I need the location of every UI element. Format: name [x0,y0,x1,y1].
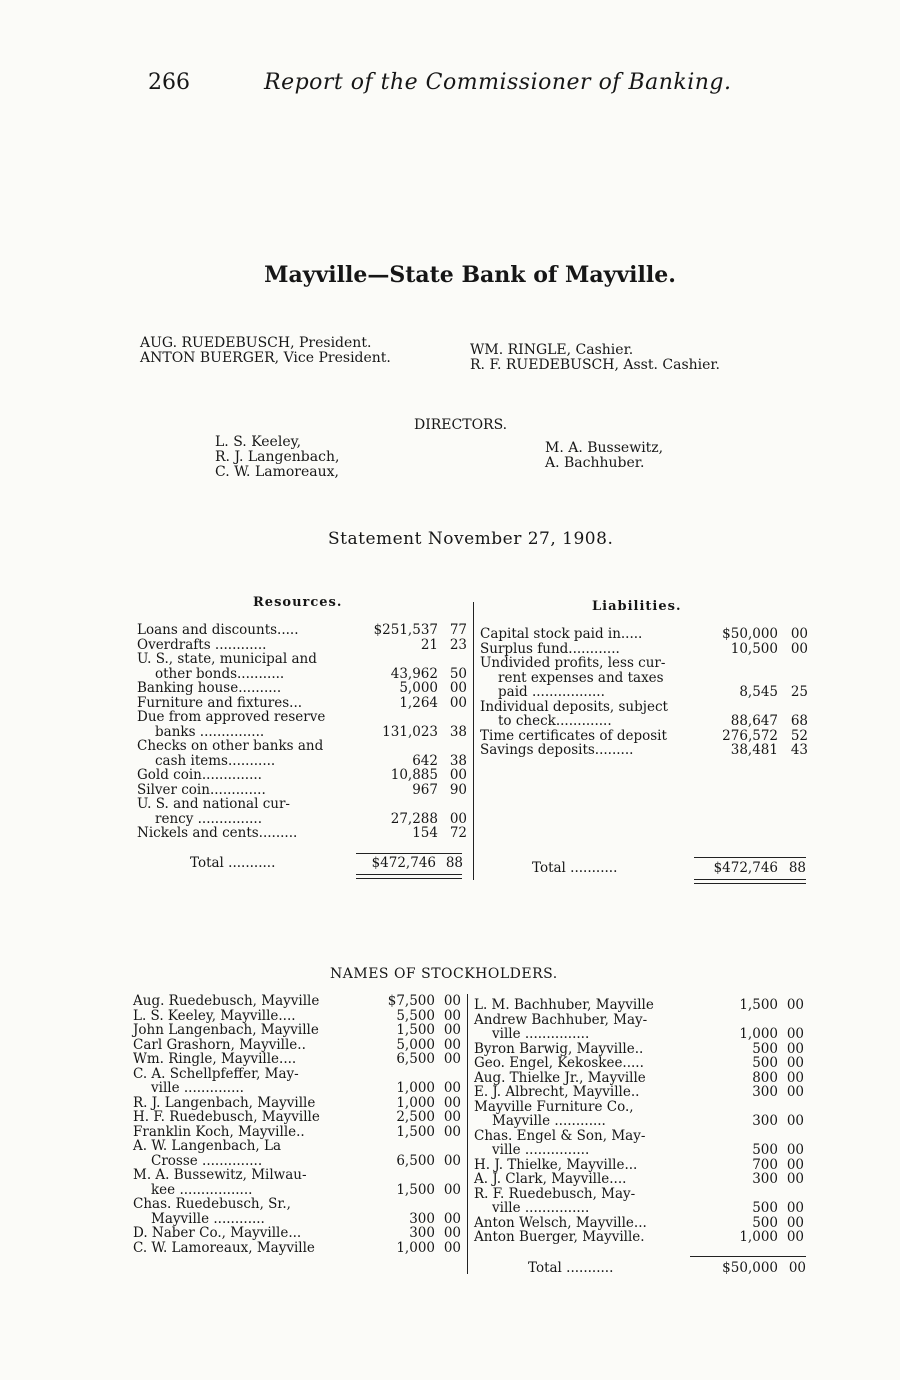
row-cents: 68 [790,713,808,729]
stockholders-total-dollars: $50,000 [722,1260,778,1276]
row-label: rent expenses and taxes [498,669,664,686]
row-label: Franklin Koch, Mayville.. [133,1123,305,1140]
liabilities-total-cents: 88 [788,860,806,876]
row-cents: 00 [786,1171,804,1187]
stockholders-right-table [474,998,806,1245]
row-label: H. F. Ruedebusch, Mayville [133,1109,320,1125]
row-dollars: 1,500 [396,1022,435,1038]
table-row [137,754,469,769]
row-dollars: 500 [752,1200,778,1216]
rule [694,883,806,884]
row-label: Silver coin............. [137,781,266,798]
row-dollars: 2,500 [396,1109,435,1125]
rule [356,878,462,879]
table-row [137,667,469,682]
row-dollars: 1,500 [739,997,778,1013]
row-dollars: 300 [409,1210,435,1227]
row-dollars: 300 [752,1084,778,1100]
liabilities-total-label: Total ........... [532,860,618,876]
row-cents: 00 [786,1113,804,1129]
row-cents: 00 [786,1040,804,1057]
director-item: C. W. Lamoreaux, [215,464,339,480]
officer-vice-president: ANTON BUERGER, Vice President. [140,350,391,366]
table-row [474,1201,806,1216]
row-cents: 72 [449,825,467,841]
rule [690,1256,806,1257]
row-cents: 52 [790,727,808,744]
row-cents: 00 [786,1229,804,1245]
row-cents: 00 [443,1152,461,1169]
row-cents: 00 [449,767,467,783]
table-row [474,1230,806,1245]
table-row [133,1212,463,1227]
row-cents: 00 [443,1210,461,1227]
bank-title: Mayville—State Bank of Mayville. [264,262,676,288]
table-row [133,1125,463,1140]
table-row [133,1052,463,1067]
row-label: L. M. Bachhuber, Mayville [474,997,654,1013]
stockholders-heading: NAMES OF STOCKHOLDERS. [330,966,558,982]
row-dollars: 5,000 [396,1036,435,1053]
row-cents: 00 [443,1123,461,1140]
resources-heading: Resources. [253,595,343,610]
table-row [133,1168,463,1183]
row-label: rency ............... [155,810,262,827]
row-dollars: 21 [420,636,438,653]
table-row [474,998,806,1013]
table-row [480,743,810,758]
officer-asst-cashier: R. F. RUEDEBUSCH, Asst. Cashier. [470,357,721,373]
table-row [480,685,810,700]
row-label: ville ............... [492,1026,590,1042]
table-row [137,623,469,638]
table-row [133,1241,463,1256]
table-row [474,1216,806,1231]
row-label: kee ................. [151,1181,253,1198]
row-label: ville .............. [151,1080,244,1096]
row-cents: 00 [443,1225,461,1241]
row-label: R. F. Ruedebusch, May- [474,1185,636,1202]
officer-president: AUG. RUEDEBUSCH, President. [140,335,372,351]
table-row [133,1009,463,1024]
table-row [133,1038,463,1053]
table-row [480,656,810,671]
running-title: Report of the Commissioner of Banking. [264,70,732,95]
row-label: C. A. Schellpfeffer, May- [133,1065,299,1082]
table-row [133,1226,463,1241]
row-dollars: 1,000 [739,1026,778,1042]
table-row [137,768,469,783]
row-dollars: 27,288 [390,810,438,827]
row-label: E. J. Albrecht, Mayville.. [474,1084,640,1100]
stockholders-total-label: Total ........... [528,1260,614,1276]
page-number: 266 [148,70,190,95]
row-dollars: 88,647 [730,713,778,729]
table-row [137,812,469,827]
statement-date: Statement November 27, 1908. [328,529,614,549]
row-dollars: 1,500 [396,1123,435,1140]
row-cents: 00 [790,626,808,642]
row-dollars: 1,000 [396,1239,435,1256]
row-cents: 38 [449,752,467,769]
row-label: ville ............... [492,1142,590,1158]
row-dollars: 5,500 [396,1007,435,1024]
row-dollars: 8,545 [739,684,778,700]
table-row [474,1013,806,1028]
row-label: M. A. Bussewitz, Milwau- [133,1167,307,1183]
row-dollars: 1,500 [396,1181,435,1198]
row-label: A. J. Clark, Mayville.... [474,1171,627,1187]
row-cents: 38 [449,723,467,740]
row-dollars: 131,023 [382,723,438,740]
table-row [133,1081,463,1096]
officers-left [140,336,391,366]
row-label: U. S. and national cur- [137,796,290,812]
row-dollars: 1,000 [396,1094,435,1111]
row-dollars: 1,000 [396,1080,435,1096]
row-dollars: $50,000 [722,626,778,642]
table-row [474,1143,806,1158]
row-label: Andrew Bachhuber, May- [474,1011,648,1028]
row-dollars: 1,264 [399,694,438,711]
row-label: Mayville Furniture Co., [474,1098,634,1115]
row-label: ville ............... [492,1200,590,1216]
table-row [480,627,810,642]
row-cents: 00 [443,1051,461,1067]
row-cents: 00 [786,1069,804,1086]
table-row [137,826,469,841]
table-row [137,652,469,667]
row-label: Banking house.......... [137,680,282,696]
stockholders-total-cents: 00 [788,1260,806,1276]
row-cents: 23 [449,636,467,653]
row-cents: 90 [449,781,467,798]
row-dollars: 10,500 [730,640,778,657]
row-cents: 43 [790,742,808,758]
row-dollars: 500 [752,1214,778,1231]
row-label: Savings deposits......... [480,742,634,758]
director-item: A. Bachhuber. [545,455,645,471]
row-dollars: $7,500 [387,993,435,1009]
row-label: Surplus fund............ [480,640,620,657]
row-label: John Langenbach, Mayville [133,1022,319,1038]
row-label: to check............. [498,713,612,729]
row-dollars: 642 [412,752,438,769]
table-row [137,710,469,725]
rule [356,874,462,875]
row-dollars: 500 [752,1055,778,1071]
row-cents: 25 [790,684,808,700]
row-dollars: 6,500 [396,1051,435,1067]
row-cents: 00 [443,1007,461,1024]
row-dollars: 276,572 [722,727,778,744]
row-label: Mayville ............ [492,1113,606,1129]
table-row [133,1023,463,1038]
row-label: cash items........... [155,752,276,769]
row-cents: 00 [443,993,461,1009]
table-row [137,783,469,798]
table-row [474,1071,806,1086]
row-cents: 00 [790,640,808,657]
row-label: D. Naber Co., Mayville... [133,1225,302,1241]
table-row [480,714,810,729]
table-row [133,1197,463,1212]
directors-right [545,441,663,471]
row-label: Byron Barwig, Mayville.. [474,1040,644,1057]
directors-heading: DIRECTORS. [414,417,508,433]
row-cents: 00 [786,1026,804,1042]
row-label: Due from approved reserve [137,709,326,725]
row-label: Furniture and fixtures... [137,694,303,711]
row-label: Undivided profits, less cur- [480,655,666,671]
table-row [137,739,469,754]
table-row [474,1187,806,1202]
table-row [137,696,469,711]
row-cents: 00 [443,1181,461,1198]
column-divider [473,602,474,880]
row-label: Time certificates of deposit [480,727,667,744]
table-row [480,671,810,686]
rule [694,879,806,880]
table-row [474,1158,806,1173]
resources-total-dollars: $472,746 [371,855,436,871]
table-row [137,725,469,740]
row-cents: 00 [786,1142,804,1158]
row-dollars: 10,885 [390,767,438,783]
row-cents: 00 [449,694,467,711]
row-label: L. S. Keeley, Mayville.... [133,1007,296,1024]
row-label: A. W. Langenbach, La [133,1138,282,1154]
table-row [474,1100,806,1115]
officers-right [470,343,720,373]
table-row [137,638,469,653]
row-dollars: 43,962 [390,665,438,682]
row-cents: 50 [449,665,467,682]
rule [694,857,806,858]
liabilities-table [480,627,810,758]
table-row [133,994,463,1009]
row-dollars: 38,481 [730,742,778,758]
table-row [474,1129,806,1144]
row-label: Gold coin.............. [137,767,262,783]
row-cents: 00 [443,1094,461,1111]
table-row [474,1172,806,1187]
row-label: Capital stock paid in..... [480,626,643,642]
row-label: Geo. Engel, Kekoskee..... [474,1055,644,1071]
row-label: Wm. Ringle, Mayville.... [133,1051,297,1067]
table-row [133,1067,463,1082]
row-label: Crosse .............. [151,1152,263,1169]
row-dollars: 6,500 [396,1152,435,1169]
row-cents: 00 [443,1109,461,1125]
row-label: H. J. Thielke, Mayville... [474,1156,638,1173]
row-dollars: 5,000 [399,680,438,696]
row-label: Chas. Ruedebusch, Sr., [133,1196,291,1212]
row-dollars: 800 [752,1069,778,1086]
row-label: Anton Buerger, Mayville. [474,1229,645,1245]
row-dollars: 500 [752,1040,778,1057]
row-label: paid ................. [498,684,605,700]
row-label: Carl Grashorn, Mayville.. [133,1036,306,1053]
row-cents: 00 [786,1055,804,1071]
row-dollars: 300 [752,1113,778,1129]
row-cents: 00 [786,997,804,1013]
row-label: C. W. Lamoreaux, Mayville [133,1239,315,1256]
table-row [133,1183,463,1198]
row-cents: 00 [449,810,467,827]
row-cents: 00 [786,1214,804,1231]
table-row [133,1154,463,1169]
row-cents: 00 [449,680,467,696]
row-cents: 00 [443,1022,461,1038]
liabilities-total-dollars: $472,746 [713,860,778,876]
director-item: L. S. Keeley, [215,434,302,450]
row-label: Aug. Thielke Jr., Mayville [474,1069,646,1086]
table-row [474,1085,806,1100]
row-label: Chas. Engel & Son, May- [474,1127,646,1144]
table-row [480,729,810,744]
row-cents: 77 [449,622,467,638]
column-divider [467,994,468,1274]
row-dollars: $251,537 [373,622,438,638]
row-dollars: 154 [412,825,438,841]
stockholders-left-table [133,994,463,1255]
row-label: Aug. Ruedebusch, Mayville [133,993,320,1009]
resources-total-cents: 88 [445,855,463,871]
row-label: Loans and discounts..... [137,622,299,638]
row-cents: 00 [786,1084,804,1100]
row-dollars: 500 [752,1142,778,1158]
table-row [480,642,810,657]
row-label: Overdrafts ............ [137,636,267,653]
row-dollars: 1,000 [739,1229,778,1245]
table-row [137,681,469,696]
row-label: other bonds........... [155,665,285,682]
row-dollars: 700 [752,1156,778,1173]
resources-table [137,623,469,841]
table-row [474,1114,806,1129]
row-dollars: 967 [412,781,438,798]
row-cents: 00 [786,1156,804,1173]
row-dollars: 300 [409,1225,435,1241]
row-label: R. J. Langenbach, Mayville [133,1094,316,1111]
row-label: Checks on other banks and [137,738,324,754]
row-label: banks ............... [155,723,265,740]
table-row [133,1110,463,1125]
row-label: Nickels and cents......... [137,825,298,841]
resources-total-label: Total ........... [190,855,276,871]
table-row [137,797,469,812]
director-item: M. A. Bussewitz, [545,440,664,456]
officer-cashier: WM. RINGLE, Cashier. [470,342,634,358]
table-row [474,1042,806,1057]
table-row [480,700,810,715]
directors-left [215,435,339,480]
liabilities-heading: Liabilities. [592,599,682,614]
row-label: U. S., state, municipal and [137,651,317,667]
table-row [474,1056,806,1071]
row-cents: 00 [443,1080,461,1096]
row-label: Individual deposits, subject [480,698,668,715]
row-cents: 00 [786,1200,804,1216]
table-row [133,1096,463,1111]
row-label: Anton Welsch, Mayville... [474,1214,647,1231]
row-label: Mayville ............ [151,1210,265,1227]
table-row [133,1139,463,1154]
rule [356,853,462,854]
director-item: R. J. Langenbach, [215,449,340,465]
table-row [474,1027,806,1042]
row-cents: 00 [443,1239,461,1256]
row-cents: 00 [443,1036,461,1053]
row-dollars: 300 [752,1171,778,1187]
